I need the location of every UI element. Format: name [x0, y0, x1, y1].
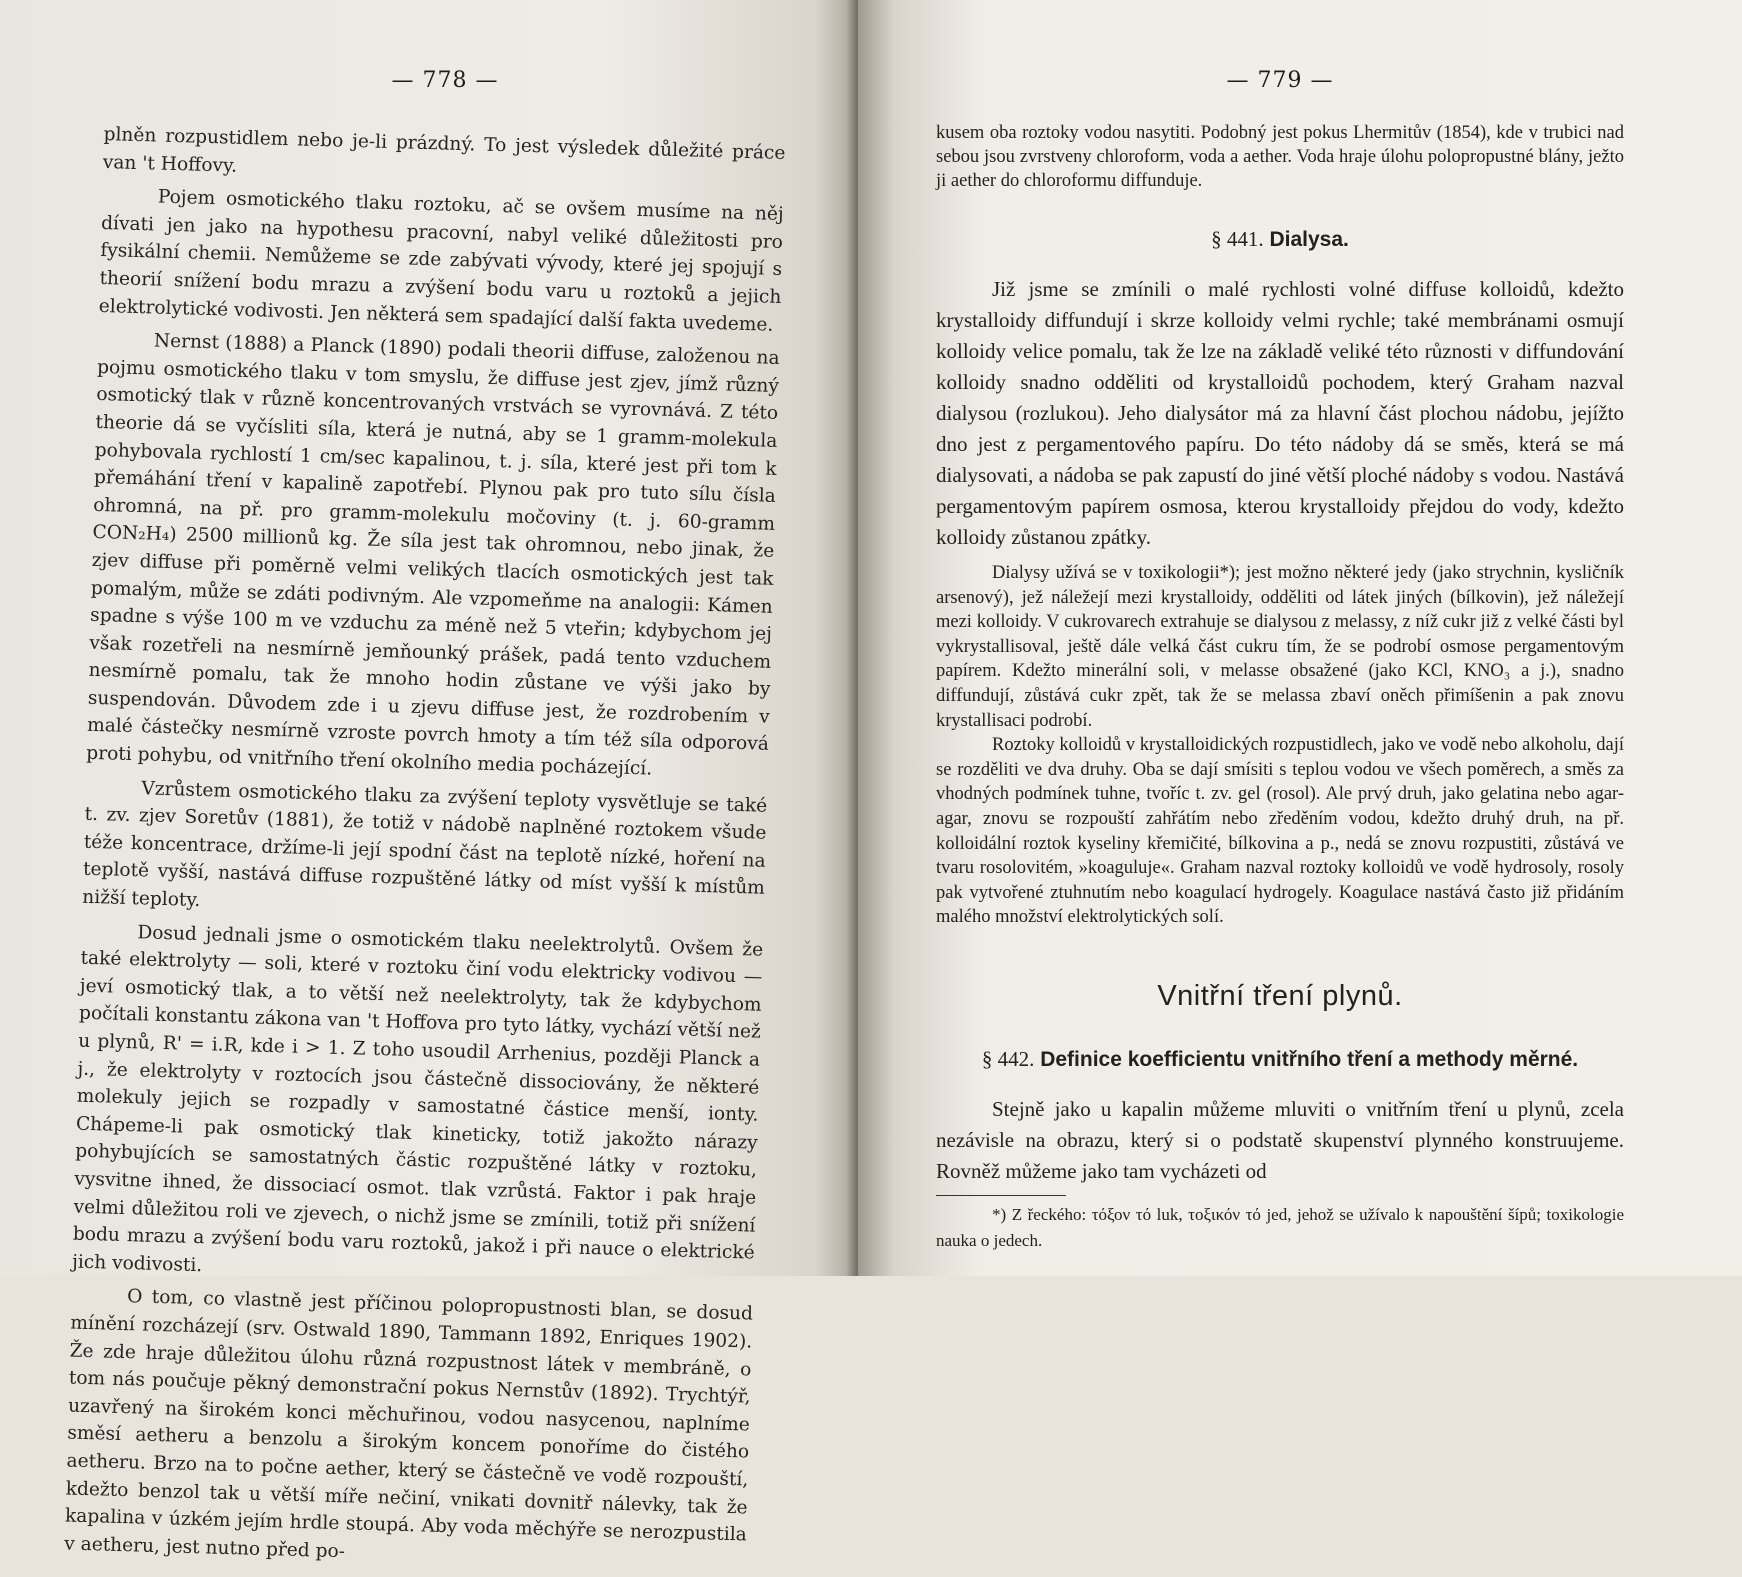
paragraph: Dialysy užívá se v toxikologii*); jest možno některé jedy (jako strychnin, kysličník arsenový), jež náležejí mezi krystalloidy, odděliti od látek jiných (bílkovin), jež náležejí mezi kolloidy. V cukrovarech extrahuje se dialysou z melassy, z níž cukr již z velké části byl vykrystallisoval, ještě dále velká část cukru tím, že se podrobí osmose pergamentovým papírem. Kdežto minerální soli, v melasse obsažené (jako KCl, KNO₃ a j.), snadno diffundují, zůstává cukr zpět, tak že se melassa zbaví oněch přimíšenin a pak znovu krystallisaci podrobí. — [936, 563, 1624, 731]
right-page — [858, 0, 1742, 1276]
paragraph: Dosud jednali jsme o osmotickém tlaku neelektrolytů. Ovšem že také elektrolyty — soli, které v roztoku činí vodu elektricky vodivou — jeví osmotický tlak, a to větší než neelektrolyty, tak že kdybychom počítali konstantu zákona van 't Hoffova pro tyto látky, vychází větší než u plynů, R' = i.R, kde i > 1. Z toho usoudil Arrhenius, později Planck a j., že elektrolyty v roztocích jsou částečně dissociovány, že některé molekuly jejich se rozpadly v samostatné částice menší, ionty. Chápeme-li pak osmotický tlak kineticky, totiž jakožto nárazy pohybujících se samostatných částic rozpuštěné látky v roztoku, vysvitne ihned, že dissociací osmot. tlak vzrůstá. Faktor i pak hraje velmi důležitou roli ve zjevech, o nichž jsme se zmínili, totiž při snížení bodu mrazu a zvýšení bodu varu roztoků, jakož i při nauce o elektrické jich vodivosti. — [71, 921, 764, 1276]
left-page-text — [64, 121, 786, 1577]
right-page-text — [936, 121, 1624, 1254]
page-number-right: — 779 — — [1226, 68, 1334, 93]
paragraph: Vzrůstem osmotického tlaku za zvýšení teploty vysvětluje se také t. zv. zjev Soretův (1881), že totiž v nádobě naplněné roztokem všude téže koncentrace, držíme-li její spodní část na teplotě nízké, hoření na teplotě vyšší, nastává diffuse rozpuštěné látky od míst vyšší k místům nižší teploty. — [82, 777, 768, 912]
section-title: Dialysa. — [1269, 228, 1349, 251]
left-page — [0, 0, 858, 1562]
paragraph: O tom, co vlastně jest příčinou polopropustnosti blan, se dosud mínění rozcházejí (srv. Ostwald 1890, Tammann 1892, Enriques 1902). Že zde hraje důležitou úlohu různá rozpustnost látek v membráně, o tom nás poučuje pěkný demonstrační pokus Nernstův (1892). Trychtýř, uzavřený na širokém konci měchuřinou, vodou nasycenou, naplníme směsí aetheru a benzolu a širokým koncem ponoříme do čistého aetheru. Brzo na to počne aether, který se částečně ve vodě rozpouští, kdežto benzol tak u větší míře nečiní, vnikati dovnitř nálevky, tak že kapalina v úzkém jejím hrdle stoupá. Aby voda měchýře se nerozpustila v aetheru, jest nutno před po- — [63, 1286, 754, 1562]
section-title: Definice koefficientu vnitřního tření a methody měrné. — [1040, 1047, 1579, 1071]
section-heading-441 — [936, 227, 1624, 252]
paragraph: plněn rozpustidlem nebo je-li prázdný. To jest výsledek důležité práce van 't Hoffovy. — [102, 123, 786, 177]
section-number: § 441. — [1211, 227, 1264, 251]
paragraph: Již jsme se zmínili o malé rychlosti volné diffuse kolloidů, kdežto krystalloidy diffundují i skrze kolloidy velmi rychle; také membránami osmují kolloidy velice pomalu, tak že lze na základě veliké této různosti v diffundování kolloidy snadno odděliti od krystalloidů pochodem, který Graham nazval dialysou (rozlukou). Jeho dialysátor má za hlavní část plochou nádobu, jejížto dno jest z pergamentového papíru. Do této nádoby dá se směs, která se má dialysovati, a nádoba se pak zapustí do jiné větší ploché nádoby s vodou. Nastává pergamentovým papírem osmosa, kterou krystalloidy přejdou do vody, kdežto kolloidy zůstanou zpátky. — [936, 277, 1624, 549]
paragraph: Roztoky kolloidů v krystalloidických rozpustidlech, jako ve vodě nebo alkoholu, dají se rozděliti ve dva druhy. Oba se dají smísiti s teplou vodou ve všech poměrech, a směs za vhodných podmínek tuhne, tvoříc t. zv. gel (rosol). Ale prvý druh, jako gelatina nebo agar-agar, znovu se rozpouští zahřátím nebo zředěním vodou, kdežto druhý druh, na př. kolloidální roztok kyseliny křemičité, bílkovina a p., nedá se znovu rozpustiti, zůstává ve tvaru rosolovitém, »koaguluje«. Graham nazval roztoky kolloidů ve vodě hydrosoly, rosoly pak vytvořené ztuhnutím nebo koagulací hydrogely. Koagulace nastává často již přidáním malého množství elektrolytických solí. — [936, 735, 1624, 928]
page-number-left: — 778 — — [391, 68, 499, 93]
section-number: § 442. — [981, 1046, 1035, 1071]
footnote: *) Z řeckého: τόξον τό luk, τοξικόν τό jed, jehož se užívalo k napouštění šípů; toxikologie nauka o jedech. — [936, 1204, 1624, 1250]
paragraph: Pojem osmotického tlaku roztoku, ač se ovšem musíme na něj dívati jen jako na hypothesu pracovní, nabyl veliké důležitosti pro fysikální chemii. Nemůžeme se zde zabývati vývody, které jej spojují s theorií snížení bodu mrazu a zvýšení bodu varu u roztoků a jejich elektrolytické vodivosti. Jen některá sem spadající další fakta uvedeme. — [98, 186, 784, 336]
section-heading-442 — [936, 1047, 1624, 1072]
paragraph: Nernst (1888) a Planck (1890) podali theorii diffuse, založenou na pojmu osmotického tlaku v tom smyslu, že diffuse jest zjev, jímž různý osmotický tlak v různě koncentrovaných vrstvách se vyrovnává. Z této theorie dá se vyčísliti síla, která je nutná, aby se 1 gramm-molekula pohybovala rychlostí 1 cm/sec kapalinou, t. j. síla, které jest při tom k přemáhání tření v kapalině zapotřebí. Plynou pak pro tuto sílu čísla ohromná, na př. pro gramm-molekulu močoviny (t. j. 60-gramm CON₂H₄) 2500 millionů kg. Že síla jest tak ohromnou, nebo jinak, že zjev diffuse při poměrně velmi velikých tlacích osmotických jest tak pomalým, může se zdáti podivným. Ale vzpomeňme na analogii: Kámen spadne s výše 100 m ve vzduchu za méně než 5 vteřin; kdybychom jej však rozetřeli na nesmírně jemňounký prášek, padá tento vzduchem nesmírně pomalu, tak že mnoho hodin zůstane ve výši jako by suspendován. Důvodem zde i u zjevu diffuse jest, že rozdrobením v malé částečky nesmírně vzroste povrch hmoty a tím též síla odporová proti pohybu, od vnitřního tření okolního media pocházející. — [86, 330, 780, 780]
footnote-rule — [936, 1195, 1066, 1196]
chapter-title: Vnitřní tření plynů. — [1157, 979, 1403, 1012]
intro-paragraph: kusem oba roztoky vodou nasytiti. Podobný jest pokus Lhermitův (1854), kde v trubici nad sebou jsou zvrstveny chloroform, voda a aether. Voda hraje úlohu polopropustné blány, ježto ji aether do chloroformu diffunduje. — [936, 123, 1624, 191]
paragraph: Stejně jako u kapalin můžeme mluviti o vnitřním tření u plynů, zcela nezávisle na obrazu, který si o podstatě skupenství plynného konstruujeme. Rovněž můžeme jako tam vycházeti od — [936, 1096, 1624, 1183]
